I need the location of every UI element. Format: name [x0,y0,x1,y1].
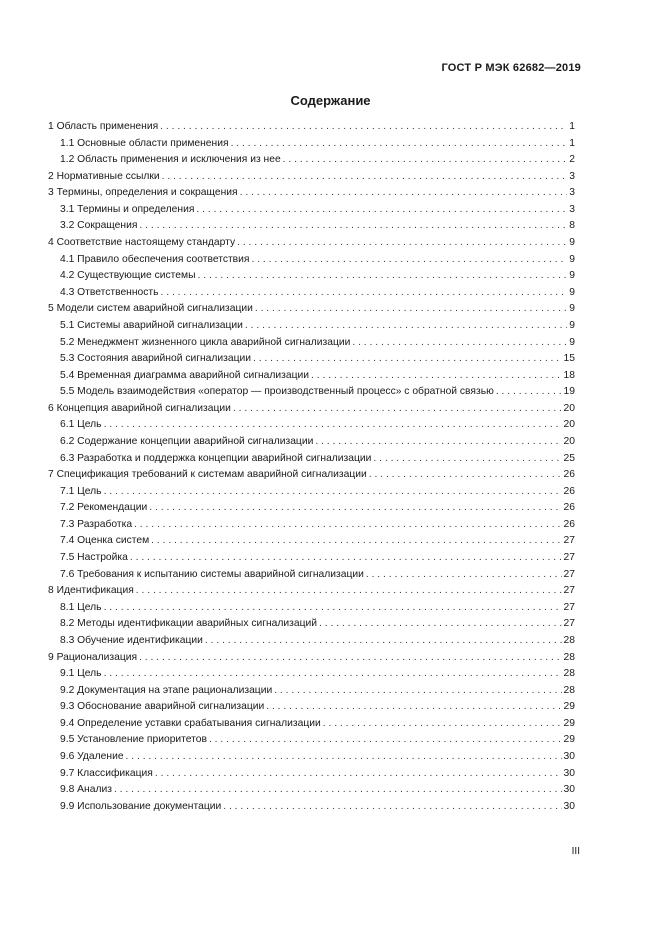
toc-entry [48,136,575,153]
toc-leader-dots [231,136,568,153]
toc-entry-text: 1 Область применения [48,121,159,132]
toc-leader-dots [155,766,562,783]
page-number: III [571,846,580,857]
toc-entry-page: 1 [569,121,575,132]
toc-leader-dots [126,749,562,766]
toc-leader-dots [104,600,562,617]
toc-leader-dots [369,467,562,484]
toc-entry [48,766,575,783]
toc-entry-text: 7.1 Цель [60,485,102,497]
toc-entry-text: 5.3 Состояния аварийной сигнализации [60,353,252,365]
toc-entry [48,484,575,501]
toc-entry [48,185,575,202]
toc-entry [48,716,575,733]
toc-entry-page: 26 [563,469,575,481]
toc-entry-text: 3.1 Термины и определения [60,203,195,215]
toc-entry [48,152,575,169]
toc-entry [48,268,575,285]
toc-entry [48,351,575,368]
toc-entry-page: 29 [563,717,575,729]
toc-entry [48,434,575,451]
toc-leader-dots [139,650,561,667]
toc-entry-text: 7 Спецификация требований к системам аварийной сигнализации [48,469,367,481]
toc-entry-text: 7.2 Рекомендации [60,502,148,514]
toc-entry [48,732,575,749]
toc-entry-text: 9.9 Использование документации [60,800,222,812]
toc-entry-page: 29 [563,734,575,746]
toc-leader-dots [209,732,562,749]
toc-leader-dots [253,351,562,368]
toc-entry-text: 7.4 Оценка систем [60,535,150,547]
toc-entry-page: 30 [563,750,575,762]
toc-leader-dots [373,451,561,468]
toc-entry-page: 9 [569,237,575,249]
toc-entry-page: 26 [563,485,575,497]
toc-entry-text: 1.1 Основные области применения [60,137,229,149]
toc-entry [48,451,575,468]
toc-entry-text: 9 Рационализация [48,651,138,663]
toc-entry-page: 9 [569,303,575,315]
toc-entry [48,335,575,352]
toc-entry-page: 9 [569,336,575,348]
toc-entry-text: 7.3 Разработка [60,518,133,530]
toc-entry-text: 7.5 Настройка [60,552,128,564]
toc-entry [48,285,575,302]
toc-leader-dots [205,633,562,650]
toc-entry-text: 6.1 Цель [60,419,102,431]
toc-entry-text: 8 Идентификация [48,585,134,597]
toc-leader-dots [274,683,561,700]
toc-entry [48,683,575,700]
toc-entry-text: 5.1 Системы аварийной сигнализации [60,319,243,331]
toc-entry-text: 9.7 Классификация [60,767,153,779]
toc-entry-text: 9.6 Удаление [60,750,124,762]
toc-leader-dots [196,202,567,219]
table-of-contents [48,119,575,815]
toc-entry [48,119,575,136]
toc-leader-dots [245,318,567,335]
toc-entry-text: 4.2 Существующие системы [60,270,196,282]
toc-entry-page: 27 [563,601,575,613]
toc-entry [48,384,575,401]
toc-entry [48,401,575,418]
toc-leader-dots [366,567,562,584]
toc-entry-text: 5 Модели систем аварийной сигнализации [48,303,253,315]
toc-entry [48,235,575,252]
toc-entry-page: 9 [569,319,575,331]
toc-leader-dots [134,517,561,534]
toc-entry-page: 28 [563,634,575,646]
toc-entry-text: 2 Нормативные ссылки [48,170,160,182]
toc-entry-text: 6.2 Содержание концепции аварийной сигнализации [60,435,314,447]
toc-leader-dots [104,484,562,501]
toc-entry [48,467,575,484]
toc-entry-page: 3 [569,203,575,215]
toc-entry-page: 8 [569,220,575,232]
toc-entry-text: 9.5 Установление приоритетов [60,734,207,746]
toc-entry [48,583,575,600]
toc-entry-page: 27 [563,568,575,580]
toc-entry-page: 25 [563,452,575,464]
toc-leader-dots [311,368,562,385]
toc-entry-page: 3 [569,187,575,199]
toc-leader-dots [114,782,562,799]
standard-header: ГОСТ Р МЭК 62682—2019 [441,62,581,74]
toc-entry-page: 20 [563,419,575,431]
contents-title: Содержание [290,93,371,108]
toc-entry-text: 8.2 Методы идентификации аварийных сигнализаций [60,618,318,630]
toc-entry-page: 9 [569,286,575,298]
toc-entry-page: 30 [563,784,575,796]
toc-entry-page: 3 [569,170,575,182]
toc-leader-dots [136,583,562,600]
toc-entry-page: 26 [563,502,575,514]
toc-entry [48,600,575,617]
toc-entry-page: 9 [569,270,575,282]
toc-entry-page: 28 [563,651,575,663]
toc-entry [48,567,575,584]
toc-entry-text: 5.5 Модель взаимодействия «оператор — производственный процесс» с обратной связью [60,386,494,398]
toc-entry [48,318,575,335]
toc-leader-dots [104,666,562,683]
toc-entry [48,533,575,550]
toc-entry [48,650,575,667]
toc-entry [48,202,575,219]
toc-entry [48,218,575,235]
toc-entry [48,699,575,716]
toc-entry-page: 27 [563,585,575,597]
toc-entry-page: 9 [569,253,575,265]
toc-leader-dots [162,169,568,186]
toc-entry-page: 27 [563,552,575,564]
toc-leader-dots [161,285,568,302]
toc-entry-text: 5.4 Временная диаграмма аварийной сигнализации [60,369,310,381]
toc-entry-page: 28 [563,684,575,696]
toc-leader-dots [319,616,562,633]
toc-entry-page: 27 [563,535,575,547]
toc-entry-text: 9.1 Цель [60,668,102,680]
toc-entry-page: 18 [563,369,575,381]
toc-entry-text: 8.3 Обучение идентификации [60,634,203,646]
toc-entry-page: 1 [569,137,575,149]
toc-entry [48,550,575,567]
toc-entry-page: 28 [563,668,575,680]
toc-entry-page: 29 [563,701,575,713]
toc-entry-text: 6 Концепция аварийной сигнализации [48,402,231,414]
toc-entry-text: 7.6 Требования к испытанию системы аварийной сигнализации [60,568,364,580]
toc-entry-text: 9.2 Документация на этапе рационализации [60,684,273,696]
toc-entry [48,500,575,517]
toc-entry-text: 4 Соответствие настоящему стандарту [48,237,236,249]
toc-entry [48,301,575,318]
toc-leader-dots [240,185,568,202]
toc-entry-page: 30 [563,800,575,812]
toc-entry-text: 9.4 Определение уставки срабатывания сигнализации [60,717,321,729]
toc-entry [48,616,575,633]
toc-entry [48,799,575,816]
toc-entry-text: 9.3 Обоснование аварийной сигнализации [60,701,265,713]
toc-entry-text: 4.1 Правило обеспечения соответствия [60,253,250,265]
toc-leader-dots [323,716,562,733]
toc-leader-dots [233,401,562,418]
toc-leader-dots [151,533,561,550]
toc-entry [48,252,575,269]
toc-entry-page: 30 [563,767,575,779]
toc-entry-page: 15 [563,353,575,365]
toc-entry-text: 1.2 Область применения и исключения из нее [60,154,281,166]
toc-leader-dots [160,119,567,136]
toc-leader-dots [496,384,562,401]
toc-leader-dots [104,417,562,434]
toc-entry-page: 2 [569,154,575,166]
toc-entry [48,368,575,385]
toc-leader-dots [352,335,567,352]
toc-entry [48,782,575,799]
toc-leader-dots [130,550,562,567]
toc-entry [48,633,575,650]
toc-entry-text: 4.3 Ответственность [60,286,159,298]
toc-leader-dots [223,799,561,816]
toc-entry-page: 19 [563,386,575,398]
toc-entry-text: 9.8 Анализ [60,784,112,796]
toc-entry-text: 3.2 Сокращения [60,220,138,232]
toc-leader-dots [255,301,567,318]
toc-entry-text: 6.3 Разработка и поддержка концепции аварийной сигнализации [60,452,372,464]
toc-entry [48,666,575,683]
toc-leader-dots [149,500,561,517]
toc-leader-dots [266,699,561,716]
toc-entry [48,417,575,434]
toc-leader-dots [251,252,567,269]
toc-leader-dots [237,235,567,252]
toc-entry-page: 26 [563,518,575,530]
toc-entry-page: 27 [563,618,575,630]
toc-entry-text: 8.1 Цель [60,601,102,613]
toc-entry-text: 3 Термины, определения и сокращения [48,187,238,199]
toc-entry-page: 20 [563,435,575,447]
toc-leader-dots [315,434,561,451]
toc-entry-text: 5.2 Менеджмент жизненного цикла аварийной сигнализации [60,336,351,348]
toc-leader-dots [283,152,568,169]
toc-entry [48,169,575,186]
toc-entry [48,517,575,534]
toc-entry [48,749,575,766]
toc-leader-dots [198,268,568,285]
toc-entry-page: 20 [563,402,575,414]
toc-leader-dots [139,218,567,235]
